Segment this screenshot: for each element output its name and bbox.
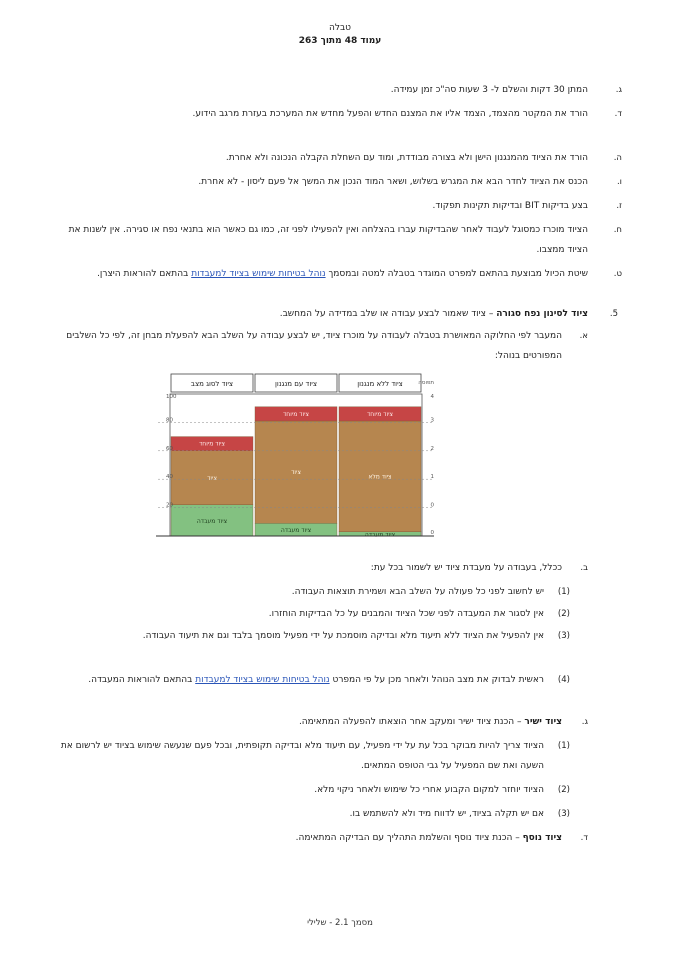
list-item bbox=[60, 264, 622, 284]
sub-list-item bbox=[60, 780, 570, 800]
axis-title: תפוסה bbox=[418, 380, 434, 386]
item-marker: (2) bbox=[557, 609, 570, 619]
item-text bbox=[60, 712, 562, 732]
list-item bbox=[60, 104, 622, 124]
list-item bbox=[60, 558, 588, 578]
sub-list-item bbox=[60, 626, 570, 646]
list-item bbox=[60, 712, 588, 732]
item-text bbox=[60, 264, 588, 284]
item-heading: ציוד ישיר bbox=[524, 717, 562, 727]
item-marker: (1) bbox=[557, 741, 570, 751]
top-segment-label: ציוד מיוחד bbox=[283, 410, 309, 418]
list-item bbox=[60, 828, 588, 848]
item-marker: ח. bbox=[613, 225, 622, 235]
item-text bbox=[60, 828, 562, 848]
item-text: בצע בדיקות BIT ובדיקות תקינות תפקוד. bbox=[432, 201, 588, 211]
procedure-link[interactable]: נוהל בטיחות שימוש בציוד למעבדות bbox=[195, 675, 330, 685]
item-text: ככלל, בעבודה על מעבדת ציוד יש לשמור בכל עת: bbox=[370, 563, 562, 573]
page-header bbox=[0, 22, 680, 48]
item-text: הכנס את הציוד לחדר הבא את המגרש בשלוש, ושאר המוד הנכון את המשך אל פעם ליסון - לא אחרת. bbox=[198, 177, 588, 187]
item-text: הורד את הציוד מהמנגנון הישן ולא בצורה מבודדת, ומוד עם השחלת הקבלה הנכונה ולא אחרת. bbox=[225, 153, 588, 163]
item-text bbox=[60, 670, 544, 690]
item-text: הציוד מוכרז כמסוגל לעבוד לאחר שהבדיקות עברו בהצלחה ואין להפעילו לפני זה, כמו גם כאשר הוא בתנאי נפח או סגירה. אין לשנות את הציוד ממצבו. bbox=[68, 225, 588, 255]
list-item bbox=[60, 196, 622, 216]
item-marker: ב. bbox=[580, 563, 588, 573]
category-label: ציוד לסוג מצב bbox=[190, 380, 234, 388]
left-axis-tick-label: 20 bbox=[166, 502, 173, 509]
item-description: – הכנת ציוד ישיר ומעקב אחר הוצאתו להפעלה המתאימה. bbox=[298, 717, 525, 727]
middle-segment-label: ציוד bbox=[291, 469, 301, 477]
category-label: ציוד ללא מנגנון bbox=[357, 380, 403, 388]
item-marker: ד. bbox=[614, 109, 622, 119]
sub-list-item bbox=[60, 582, 570, 602]
list-item bbox=[60, 148, 622, 168]
item-text: יש לחשוב לפני כל פעולה על השלב הבא ושמירת תוצאות העבודה. bbox=[291, 587, 544, 597]
item-text: הציוד יוחזר למקום הקבוע אחרי כל שימוש ולאחר ניקוי מלא. bbox=[314, 785, 544, 795]
section-item bbox=[60, 304, 618, 324]
item-marker: ו. bbox=[616, 177, 622, 187]
chart-svg bbox=[152, 370, 452, 546]
left-axis-tick-label: 60 bbox=[166, 445, 173, 452]
item-description: – הכנת ציוד נוסף והשלמת התהליך עם הבדיקה המתאימה. bbox=[295, 833, 523, 843]
right-axis-tick-label: 3 bbox=[430, 417, 434, 424]
left-axis-tick-label: 40 bbox=[166, 474, 173, 481]
section-marker: 5. bbox=[609, 309, 618, 319]
right-axis-tick-label: 1 bbox=[430, 474, 434, 481]
item-marker: (3) bbox=[557, 631, 570, 641]
item-marker: ג. bbox=[615, 85, 622, 95]
top-segment-label: ציוד מיוחד bbox=[199, 440, 225, 448]
item-text: המתן 30 דקות והשלם ל- 3 שעות סה"כ זמן עמידה. bbox=[390, 85, 588, 95]
top-segment-label: ציוד מיוחד bbox=[367, 410, 393, 418]
page-footer: מסמך 2.1 - שלילי bbox=[307, 918, 373, 928]
right-axis-tick-label: 4 bbox=[430, 394, 434, 400]
item-marker: (4) bbox=[557, 675, 570, 685]
item-marker: ה. bbox=[613, 153, 622, 163]
item-heading: ציוד נוסף bbox=[522, 833, 562, 843]
item-text: הורד את המקטר מהצמד, הצמד אליו את המצנם החדש והפעל מחדש את המערכת בעזרת מרגב הידוע. bbox=[192, 109, 588, 119]
middle-segment-label: ציוד מלא bbox=[368, 473, 392, 481]
list-item bbox=[60, 80, 622, 100]
sub-list-item bbox=[60, 670, 570, 690]
header-page-number: עמוד 48 מתוך 263 bbox=[298, 36, 382, 46]
item-text-part: בהתאם להוראות המעבדה. bbox=[88, 675, 193, 685]
bottom-segment-label: ציוד מעבדה bbox=[280, 527, 312, 535]
right-axis-tick-label: 0 bbox=[430, 530, 434, 536]
item-marker: (2) bbox=[557, 785, 570, 795]
category-label: ציוד עם מנגנון bbox=[275, 380, 317, 388]
sub-list-item bbox=[60, 804, 570, 824]
section-description: – ציוד שאמור לבצע עבודה או שלב במדידה על המחשב. bbox=[279, 309, 497, 319]
item-text: המעבר לפי החלוקה המאושרת בטבלה לעבודה על מוכרז ציוד, יש לבצע עבודה על השלב הבא להפעלת מבחן זה, לפי כל השלבים המפורטים בנוהל: bbox=[66, 331, 562, 361]
list-item bbox=[60, 172, 622, 192]
bottom-segment-label: ציוד מעבדה bbox=[196, 517, 228, 525]
item-marker: (1) bbox=[557, 587, 570, 597]
item-marker: ט. bbox=[613, 269, 622, 279]
list-item bbox=[60, 326, 588, 366]
item-text: הציוד צריך להיות מבוקר בכל עת על ידי מפעיל, עם תיעוד מלא ובדיקה תקופתית, ובכל פעם שנעשה שימוש בציוד יש לרשום את השעה ואת שם המפעיל על גבי הטופס המתאים. bbox=[60, 741, 544, 771]
item-marker: (3) bbox=[557, 809, 570, 819]
section-text bbox=[60, 304, 588, 324]
item-marker: א. bbox=[579, 331, 588, 341]
left-axis-tick-label: 80 bbox=[166, 417, 173, 424]
item-text: אין לסגור את המעבדה לפני שכל הציוד והמבנים על כל הבדיקות הוחזרו. bbox=[268, 609, 544, 619]
item-marker: ד. bbox=[580, 833, 588, 843]
section-heading: ציוד לסינון נפח סגורה bbox=[496, 309, 588, 319]
item-marker: ז. bbox=[616, 201, 622, 211]
bottom-segment-label: ציוד מעבדה bbox=[364, 531, 396, 539]
item-text-part: שיטת הכיול מבוצעת בהתאם למפרט המוגדר בטבלה למטה ובמסמך bbox=[328, 269, 588, 279]
left-axis-tick-label: 100 bbox=[166, 394, 177, 400]
stacked-bar-chart bbox=[152, 370, 452, 546]
sub-list-item bbox=[60, 604, 570, 624]
item-text-part: ראשית לבדוק את מצב הנוהל ולאחר מכן על פי המפרט bbox=[332, 675, 544, 685]
header-title: טבלה bbox=[328, 23, 352, 33]
right-axis-tick-label: 0 bbox=[430, 502, 434, 509]
item-text: אם יש תקלה בציוד, יש לדווח מיד ולא להשתמש בו. bbox=[349, 809, 544, 819]
item-text: אין להפעיל את הציוד ללא תיעוד מלא ובדיקה מוסמכת על ידי מפעיל מוסמך בלבד וגם את תיעוד העבודה. bbox=[142, 631, 544, 641]
procedure-link[interactable]: נוהל בטיחות שימוש בציוד למעבדות bbox=[191, 269, 326, 279]
item-text-part: בהתאם להוראות היצרן. bbox=[97, 269, 189, 279]
list-item bbox=[60, 220, 622, 260]
middle-segment-label: ציוד bbox=[207, 474, 217, 482]
item-marker: ג. bbox=[581, 717, 588, 727]
right-axis-tick-label: 2 bbox=[430, 445, 434, 452]
sub-list-item bbox=[60, 736, 570, 776]
